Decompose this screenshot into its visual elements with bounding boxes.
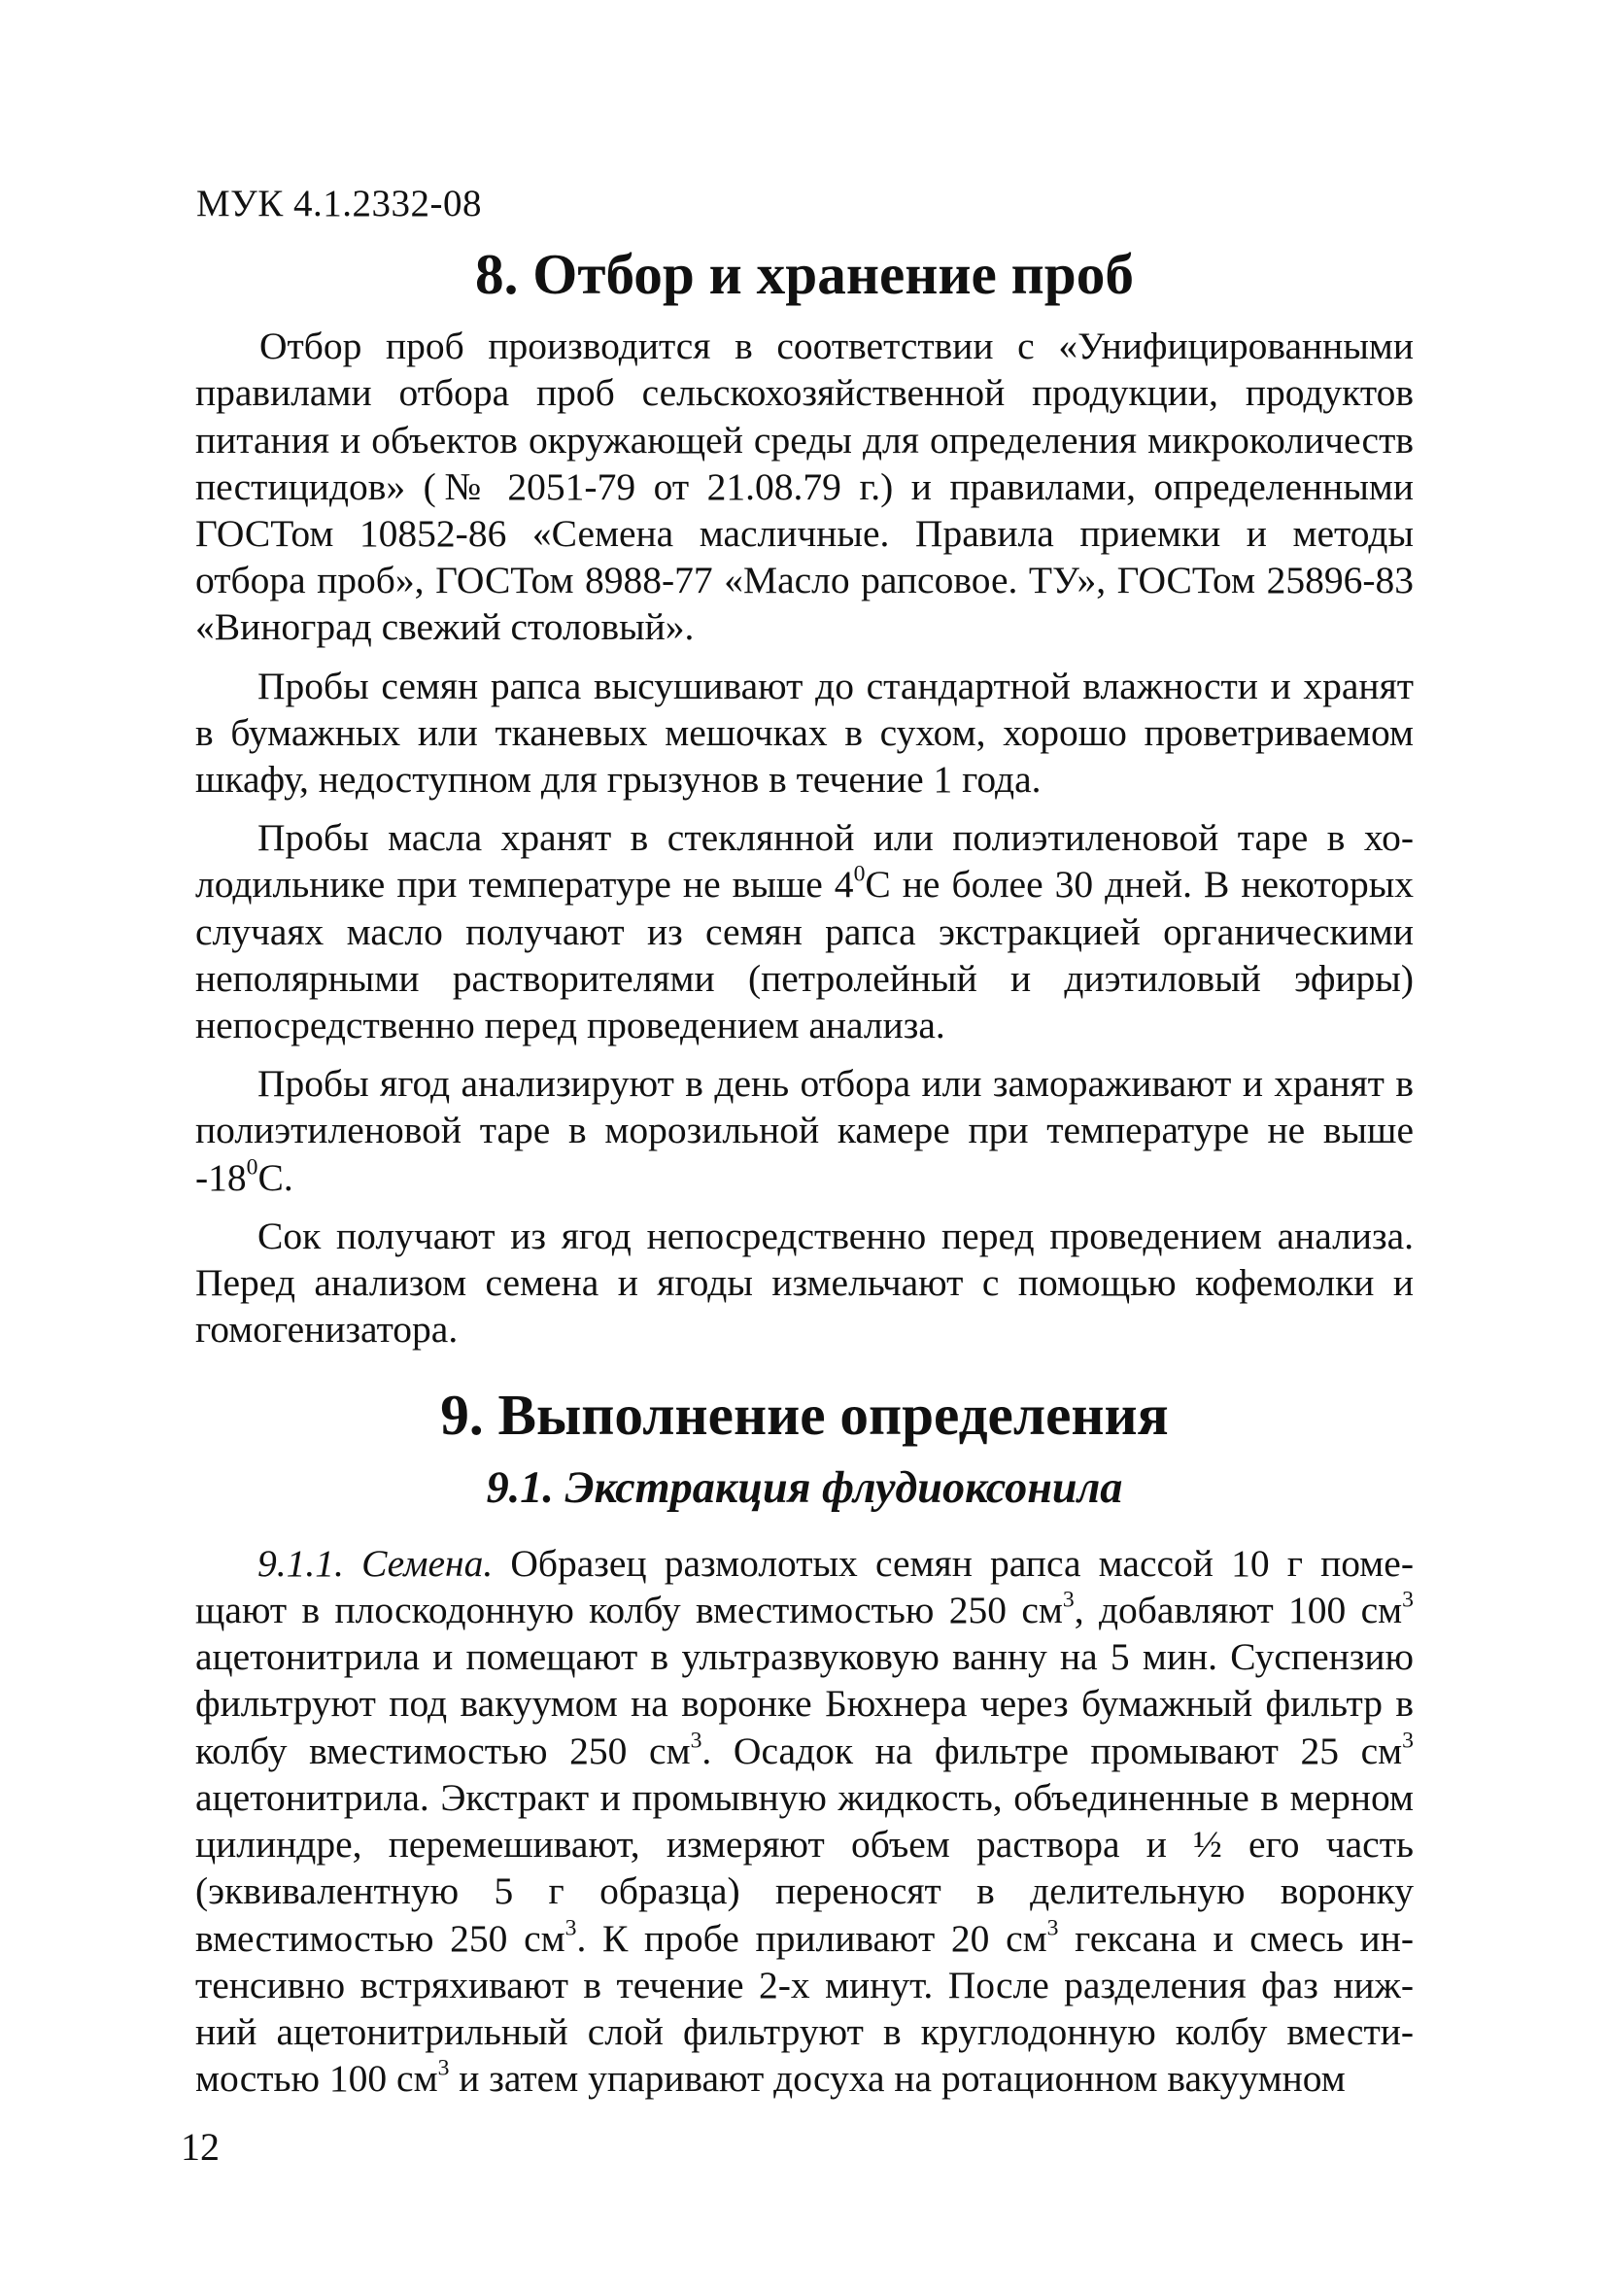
- superscript: 0: [853, 861, 866, 887]
- section-8-paragraph-5: Сок получают из ягод непосредственно перед проведением анализа. Перед анализом семена и ягоды измельчают с помощью кофемолки и гомогенизатора.: [195, 1214, 1414, 1352]
- text-run: . Осадок на фильтре промывают 25 см: [701, 1729, 1403, 1772]
- text-run: С.: [257, 1155, 293, 1199]
- page-content: [195, 242, 1415, 2113]
- text-run: Пробы масла хранят в стеклянной или полиэтиленовой таре в холодильнике при температуре не выше 4: [195, 816, 1414, 907]
- text-run: С не более 30 дней. В некоторых случаях масло получают из семян рапса экстракцией органическими неполярными растворителями (петролейный и диэтиловый эфиры) непосредственно перед проведением анализа.: [195, 863, 1414, 1047]
- superscript: 3: [437, 2055, 450, 2081]
- text-run: . К пробе приливают 20 см: [576, 1916, 1047, 1960]
- superscript: 3: [1046, 1914, 1059, 1940]
- superscript: 3: [1062, 1587, 1075, 1613]
- text-run: гексана и смесь интенсивно встряхивают в течение 2-х минут. После разделения фаз нижний ацетонитрильный слой фильтруют в круглодонную колбу вместимостью 100 см: [195, 1916, 1414, 2101]
- superscript: 3: [1402, 1728, 1414, 1754]
- section-8-paragraph-2: Пробы семян рапса высушивают до стандартной влажности и хранят в бумажных или тканевых мешочках в сухом, хорошо проветриваемом шкафу, недоступном для грызунов в течение 1 года.: [195, 664, 1414, 802]
- document-code: МУК 4.1.2332-08: [196, 183, 483, 224]
- section-8-title: 8. Отбор и хранение проб: [475, 242, 1134, 306]
- paragraph-lead: 9.1.1. Семена.: [257, 1541, 494, 1585]
- text-run: , добавляют 100 см: [1074, 1589, 1403, 1632]
- section-8-paragraph-3: [195, 814, 1414, 1048]
- superscript: 3: [690, 1728, 702, 1754]
- page-number: 12: [181, 2125, 220, 2169]
- section-9-1-1-paragraph: [195, 1540, 1414, 2102]
- section-9-title: 9. Выполнение определения: [440, 1383, 1169, 1448]
- text-run: Пробы ягод анализируют в день отбора или замораживают и хранят в полиэтиленовой таре в морозильной камере при температуре не выше -18: [195, 1062, 1414, 1199]
- text-run: ацетонитрила. Экстракт и промывную жидкость, объединенные в мерном цилиндре, перемешивают, измеряют объем раствора и ½ его часть (эквивалентную 5 г образца) переносят в делительную воронку вместимостью 250 см: [195, 1775, 1414, 1960]
- superscript: 3: [1402, 1587, 1415, 1613]
- text-run: и затем упаривают досуха на ротационном вакуумном: [449, 2057, 1346, 2101]
- superscript: 0: [246, 1154, 258, 1181]
- text-run: Образец размолотых семян рапса массой 10 г помещают в плоскодонную колбу вместимостью 250 см: [195, 1541, 1414, 1632]
- section-8-paragraph-4: [195, 1060, 1414, 1201]
- superscript: 3: [564, 1914, 577, 1940]
- section-9-1-subtitle: 9.1. Экстракция флудиоксонила: [486, 1461, 1123, 1512]
- section-8-paragraph-1: Отбор проб производится в соответствии с «Унифицированными правилами отбора проб сельскохозяйственной продукции, продуктов питания и объектов окружающей среды для определения микроколичеств пестицидов» (№ 2051-79 от 21.08.79 г.) и правилами, определенными ГОСТом 10852-86 «Семена масличные. Правила приемки и методы отбора проб», ГОСТом 8988-77 «Масло рапсовое. ТУ», ГОСТом 25896-83 «Виноград свежий столовый».: [195, 325, 1414, 649]
- text-run: ацетонитрила и помещают в ультразвуковую ванну на 5 мин. Суспензию фильтруют под вакуумом на воронке Бюхнера через бумажный фильтр в колбу вместимостью 250 см: [195, 1635, 1414, 1772]
